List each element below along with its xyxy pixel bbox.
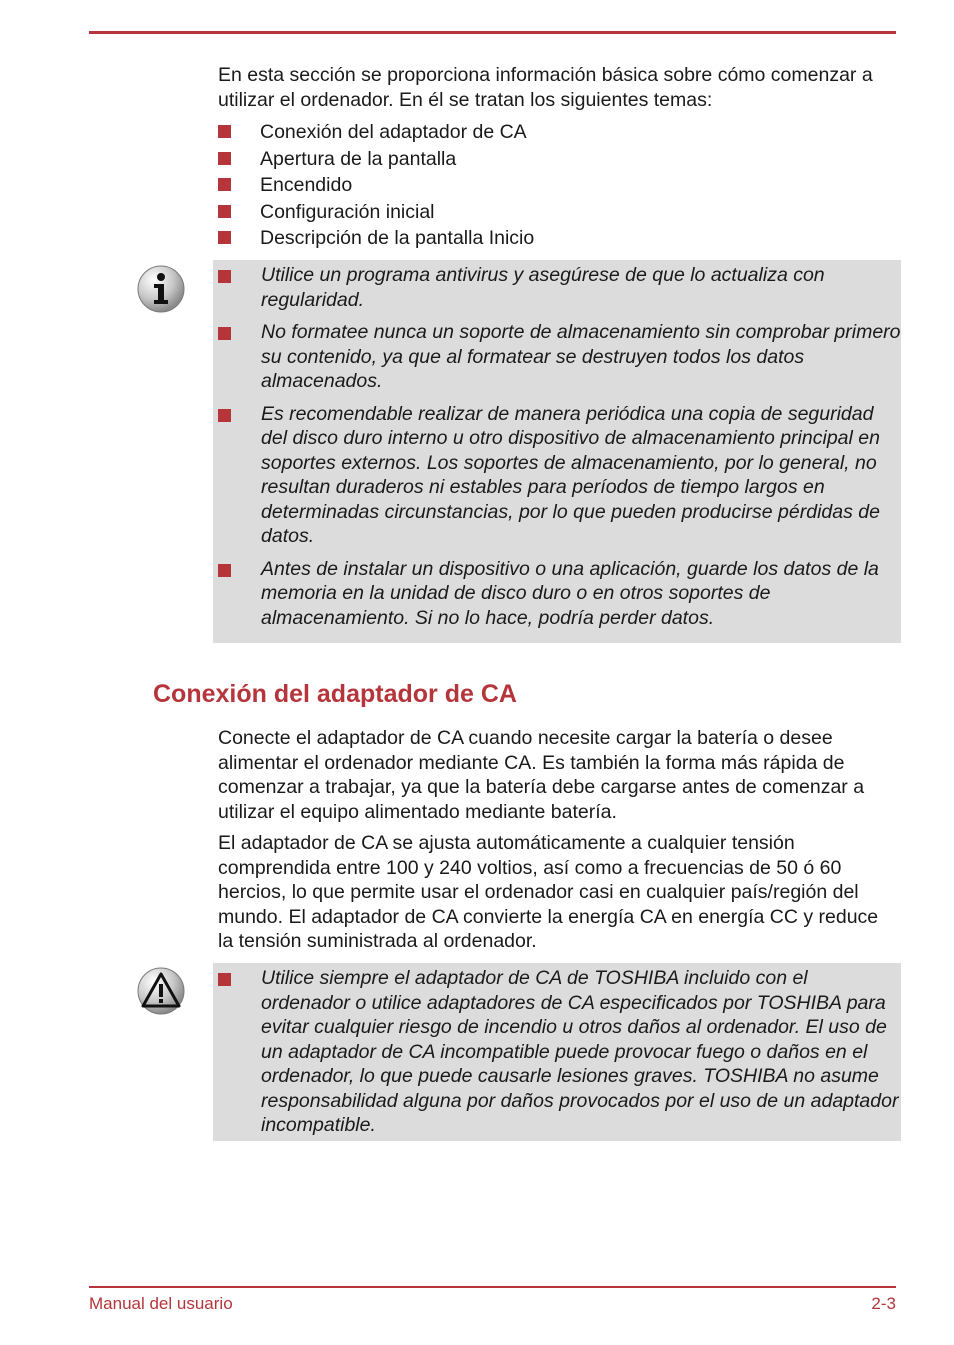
list-item: Descripción de la pantalla Inicio xyxy=(218,226,898,253)
square-bullet-icon xyxy=(218,270,231,283)
square-bullet-icon xyxy=(218,231,231,244)
header-rule xyxy=(89,31,896,34)
list-item: No formatee nunca un soporte de almacenamiento sin comprobar primero su contenido, ya que al formatear se destruyen todos los datos almacenados. xyxy=(213,320,901,394)
list-item: Antes de instalar un dispositivo o una aplicación, guarde los datos de la memoria en la unidad de disco duro o en otros soportes de almacenamiento. Si no lo hace, podría perder datos. xyxy=(213,557,901,631)
section-paragraph: Conecte el adaptador de CA cuando necesite cargar la batería o desee alimentar el ordenador mediante CA. Es también la forma más rápida de comenzar a trabajar, ya que la batería debe cargarse antes de comenzar a utilizar el equipo alimentado mediante batería. xyxy=(218,727,865,823)
square-bullet-icon xyxy=(218,152,231,165)
list-item: Conexión del adaptador de CA xyxy=(218,120,898,147)
page-number: 2-3 xyxy=(871,1294,896,1313)
section-heading: Conexión del adaptador de CA xyxy=(153,680,517,708)
warning-icon xyxy=(136,966,186,1016)
square-bullet-icon xyxy=(218,205,231,218)
info-icon xyxy=(136,264,186,314)
list-item: Encendido xyxy=(218,173,898,200)
square-bullet-icon xyxy=(218,327,231,340)
square-bullet-icon xyxy=(218,973,231,986)
square-bullet-icon xyxy=(218,409,231,422)
warning-note xyxy=(213,963,901,1141)
intro-paragraph: En esta sección se proporciona información básica sobre cómo comenzar a utilizar el ordenador. En él se tratan los siguientes temas: xyxy=(218,64,873,111)
list-item: Configuración inicial xyxy=(218,200,898,227)
topics-list xyxy=(218,120,898,253)
square-bullet-icon xyxy=(218,125,231,138)
info-note xyxy=(213,260,901,643)
list-item: Apertura de la pantalla xyxy=(218,147,898,174)
list-item: Utilice siempre el adaptador de CA de TOSHIBA incluido con el ordenador o utilice adaptadores de CA especificados por TOSHIBA para evitar cualquier riesgo de incendio u otros daños al ordenador. El uso de un adaptador de CA incompatible puede provocar fuego o daños en el ordenador, lo que puede causarle lesiones graves. TOSHIBA no asume responsabilidad alguna por daños provocados por el uso de un adaptador incompatible. xyxy=(213,966,901,1138)
footer-title: Manual del usuario xyxy=(89,1294,233,1313)
list-item: Utilice un programa antivirus y asegúrese de que lo actualiza con regularidad. xyxy=(213,263,901,312)
square-bullet-icon xyxy=(218,564,231,577)
footer-rule xyxy=(89,1286,896,1288)
section-paragraph: El adaptador de CA se ajusta automáticamente a cualquier tensión comprendida entre 100 y 240 voltios, así como a frecuencias de 50 ó 60 hercios, lo que permite usar el ordenador casi en cualquier país/región del mundo. El adaptador de CA convierte la energía CA en energía CC y reduce la tensión suministrada al ordenador. xyxy=(218,832,879,952)
list-item: Es recomendable realizar de manera periódica una copia de seguridad del disco duro interno u otro dispositivo de almacenamiento principal en soportes externos. Los soportes de almacenamiento, por lo general, no resultan duraderos ni estables para períodos de tiempo largos en determinadas circunstancias, por lo que pueden producirse pérdidas de datos. xyxy=(213,402,901,549)
square-bullet-icon xyxy=(218,178,231,191)
